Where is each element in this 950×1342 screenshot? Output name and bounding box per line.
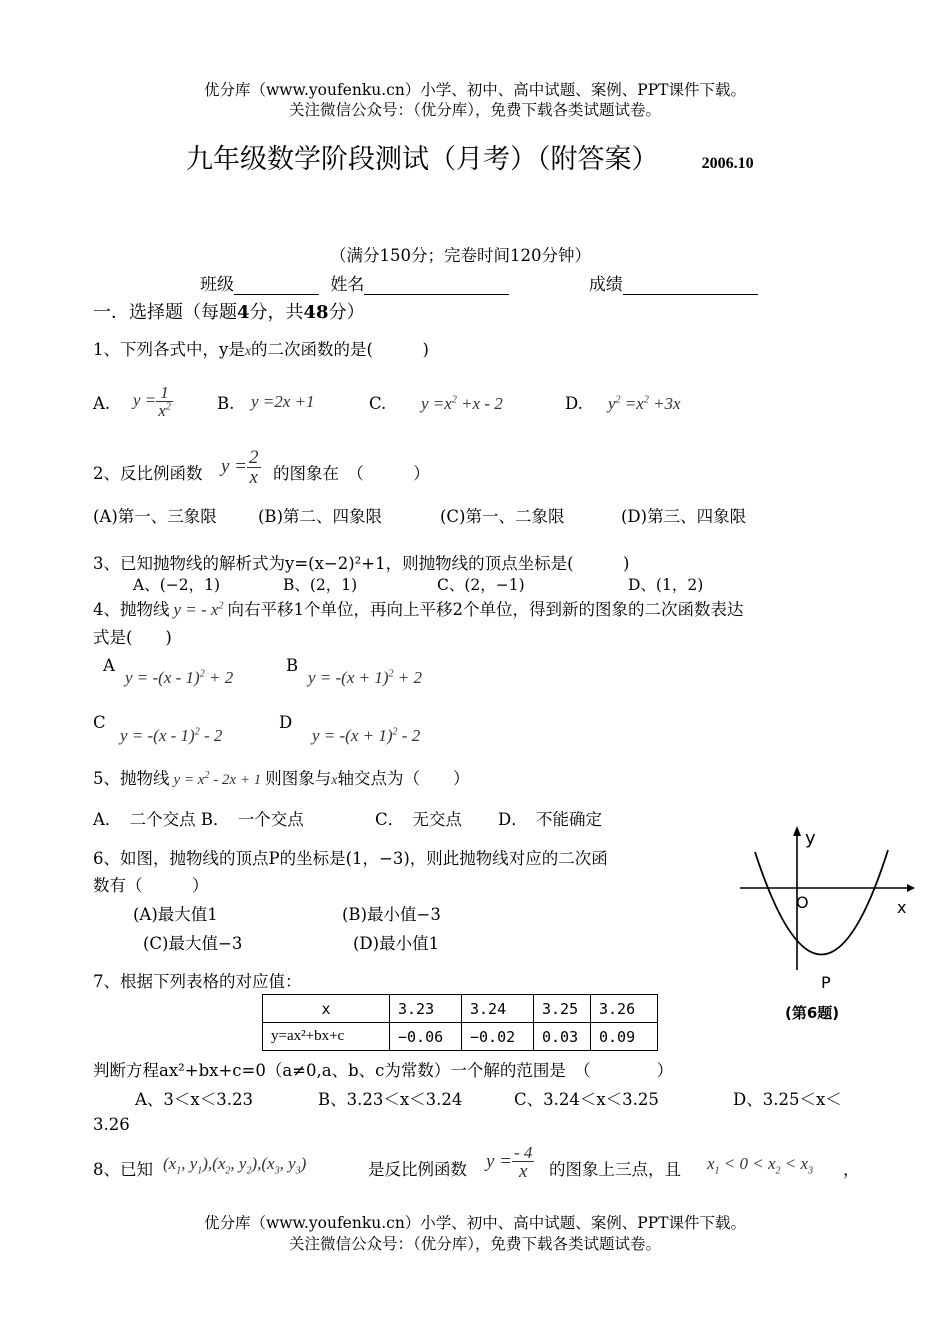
q7-judge: 判断方程ax²+bx+c=0（a≠0,a、b、c为常数）一个解的范围是 （ ）: [93, 1061, 674, 1080]
class-label: 班级: [200, 275, 234, 295]
q8-condition: $x_1 < 0 < x_2 < x_3$: [707, 1154, 814, 1177]
q3-option-c[interactable]: C、(2，−1): [437, 576, 525, 594]
q3-stem: 3、已知抛物线的解析式为y=(x−2)²+1，则抛物线的顶点坐标是( ): [93, 554, 630, 573]
y-axis-arrow: [793, 826, 801, 836]
table-cell: x: [263, 995, 390, 1023]
table-cell: 3.26: [591, 995, 658, 1023]
q2-formula: y = $\frac{2}{x}$: [221, 447, 259, 488]
footer-line-1: 优分库（www.youfenku.cn）小学、初中、高中试题、案例、PPT课件下载。: [203, 1214, 747, 1232]
q1-option-b-label[interactable]: B.: [217, 394, 235, 413]
q6-parabola-figure: [735, 820, 925, 1030]
fig-label-y: y: [805, 828, 816, 849]
q6-option-d[interactable]: (D)最小值1: [353, 934, 440, 953]
table-cell: y=ax²+bx+c: [263, 1023, 390, 1051]
q7-value-table: [262, 994, 658, 1051]
q6-option-c[interactable]: (C)最大值−3: [143, 934, 243, 953]
name-blank[interactable]: [364, 278, 509, 295]
info-line: [200, 270, 758, 295]
q1-option-d-formula: $y^2 =x^2 +3x$: [608, 394, 681, 413]
q2-option-d[interactable]: (D)第三、四象限: [621, 507, 747, 526]
q4-option-b-label[interactable]: B: [286, 656, 299, 675]
parabola-curve: [755, 850, 888, 955]
fig-label-x: x: [897, 898, 907, 917]
q7-option-c[interactable]: C、3.24＜x＜3.25: [514, 1090, 659, 1109]
title-date: 2006.10: [701, 155, 754, 172]
q6-option-a[interactable]: (A)最大值1: [133, 905, 218, 924]
table-cell: 3.23: [390, 995, 462, 1023]
table-cell: −0.02: [462, 1023, 534, 1051]
q4-stem: 4、抛物线 y = - $x^2$ 向右平移1个单位，再向上平移2个单位，得到新的图象的二次函数表达: [93, 600, 744, 619]
table-cell: 3.24: [462, 995, 534, 1023]
q4-option-c-label[interactable]: C: [93, 713, 106, 732]
x-axis-arrow: [907, 884, 915, 892]
q6-option-b[interactable]: (B)最小值−3: [342, 905, 441, 924]
q7-option-d-wrap: 3.26: [93, 1115, 130, 1134]
footer-line-2: 关注微信公众号：（优分库），免费下载各类试题试卷。: [288, 1235, 661, 1253]
q3-option-a[interactable]: A、(−2，1): [133, 576, 220, 594]
q2-option-c[interactable]: (C)第一、二象限: [440, 507, 565, 526]
q1-option-a-formula: y = $\frac{1}{x^2}$: [133, 383, 171, 420]
section-1-heading: 一．选择题（每题4分，共48分）: [93, 302, 365, 323]
class-blank[interactable]: [234, 278, 319, 295]
table-cell: 0.09: [591, 1023, 658, 1051]
q5-stem: 5、抛物线 $y = x^2 - 2x + 1$ 则图象与x轴交点为（ ）: [93, 769, 470, 788]
q8-stem: 8、已知 ($x_1$, $y_1),(x_2$, $y_2),(x_3$, $y_3$) 是反比例函数 y = $\frac{- 4}{x}$ 的图象上三点，且 $x_1 < 0 < x_2 < x_3$ ，: [93, 1143, 860, 1182]
q4-option-d-formula: $y = -(x + 1)^2 - 2$: [312, 726, 421, 745]
q1-option-d-label[interactable]: D.: [565, 394, 583, 413]
q8-formula: y = $\frac{- 4}{x}$: [486, 1143, 533, 1182]
q2-option-b[interactable]: (B)第二、四象限: [258, 507, 382, 526]
q7-option-b[interactable]: B、3.23＜x＜3.24: [318, 1090, 463, 1109]
header-line-2: 关注微信公众号：（优分库），免费下载各类试题试卷。: [288, 101, 661, 119]
q4-option-c-formula: y = -(x - 1)$^2$ - 2: [120, 726, 223, 745]
q2-option-a[interactable]: (A)第一、三象限: [93, 507, 217, 526]
q6-stem: 6、如图，抛物线的顶点P的坐标是(1，−3)，则此抛物线对应的二次函: [93, 849, 608, 868]
q4-option-b-formula: $y = -(x + 1)^2 + 2$: [308, 668, 423, 687]
q1-option-b-formula: y =2x +1: [251, 392, 315, 411]
subtitle: （满分150分；完卷时间120分钟）: [330, 246, 591, 265]
q3-option-b[interactable]: B、(2，1): [283, 576, 358, 594]
q4-option-a-formula: y = -(x - 1)$^2$ + 2: [125, 668, 234, 687]
q7-option-d[interactable]: D、3.25＜x＜: [733, 1090, 842, 1109]
q7-stem: 7、根据下列表格的对应值：: [93, 972, 302, 991]
name-label: 姓名: [330, 275, 365, 295]
table-row: [263, 1023, 658, 1051]
q1-stem: 1、下列各式中，y是x的二次函数的是( ): [93, 340, 429, 359]
table-cell: 3.25: [534, 995, 591, 1023]
q4-line-2: 式是( ): [93, 628, 172, 647]
table-cell: −0.06: [390, 1023, 462, 1051]
fig-label-vertex: P: [821, 973, 831, 992]
q1-option-a-label[interactable]: A.: [93, 394, 111, 413]
q1-option-c-formula: $y =x^2 +x - 2$: [421, 394, 503, 413]
title-main: 九年级数学阶段测试（月考）（附答案）: [186, 144, 659, 175]
score-blank[interactable]: [623, 278, 758, 295]
q7-option-a[interactable]: A、3＜x＜3.23: [135, 1090, 253, 1109]
q4-option-d-label[interactable]: D: [279, 713, 293, 732]
fig-label-origin: O: [796, 893, 809, 912]
fig-caption: (第6题): [785, 1004, 840, 1022]
header-line-1: 优分库（www.youfenku.cn）小学、初中、高中试题、案例、PPT课件下载。: [203, 81, 747, 99]
q8-points: ($x_1$, $y_1),(x_2$, $y_2),(x_3$, $y_3$): [163, 1154, 307, 1177]
score-label: 成绩: [588, 275, 623, 295]
q4-formula: y = - $x^2$: [173, 600, 224, 619]
page-title: [186, 137, 754, 176]
q5-option-c[interactable]: C． 无交点: [375, 810, 462, 829]
table-row: [263, 995, 658, 1023]
q5-option-d[interactable]: D． 不能确定: [498, 810, 602, 829]
q3-option-d[interactable]: D、(1，2): [628, 576, 704, 594]
q5-option-ab[interactable]: A． 二个交点 B． 一个交点: [93, 810, 304, 829]
q4-option-a-label[interactable]: A: [103, 656, 115, 675]
q6-line-2: 数有（ ）: [93, 876, 209, 895]
q5-formula: $y = x^2 - 2x + 1$: [173, 770, 262, 788]
table-cell: 0.03: [534, 1023, 591, 1051]
q1-option-c-label[interactable]: C.: [369, 394, 387, 413]
